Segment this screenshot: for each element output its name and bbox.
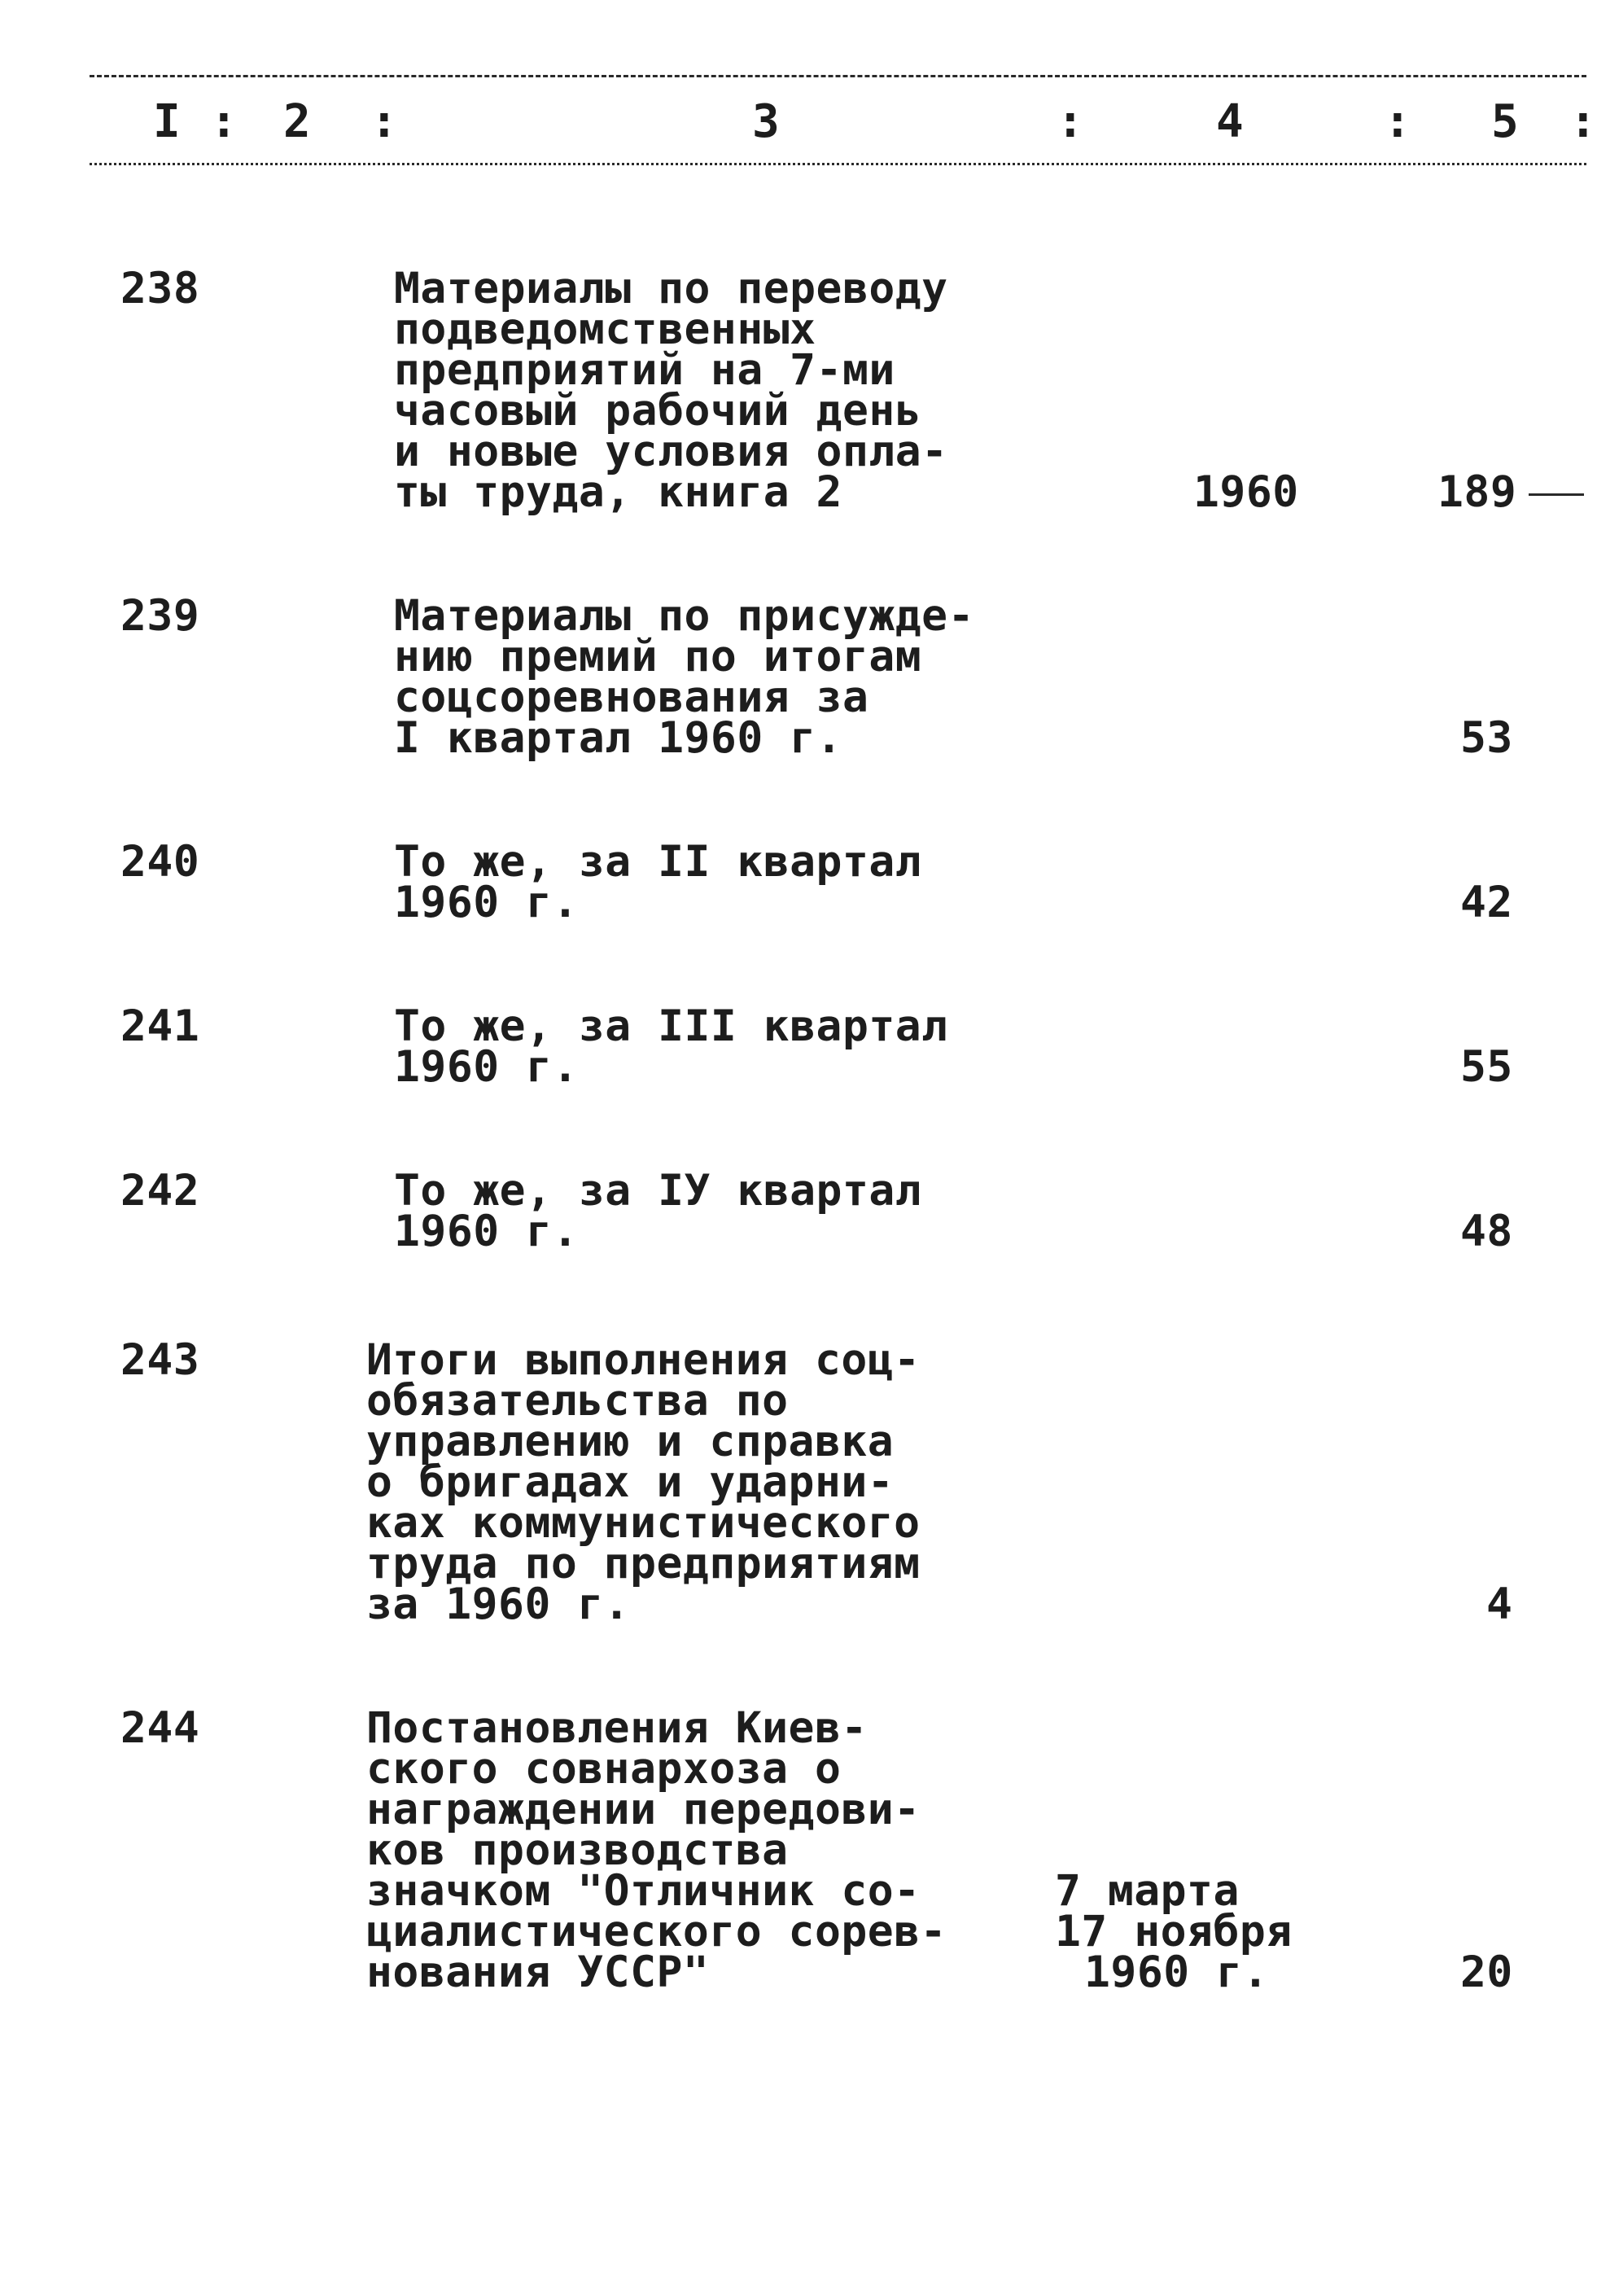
row-243-sheets: 4 (1486, 1580, 1513, 1629)
row-241-desc-line-1: То же, за III квартал (394, 1001, 948, 1051)
row-244-desc-line-2: ского совнархоза о (366, 1744, 842, 1794)
row-243-desc-line-3: управлению и справка (366, 1417, 895, 1466)
header-top-rule (90, 75, 1586, 77)
header-col-2: 2 (283, 95, 311, 148)
row-244-desc-line-3: награждении передови- (366, 1785, 921, 1834)
row-239-desc-line-4: I квартал 1960 г. (394, 713, 842, 763)
header-sep-2: : (370, 95, 398, 148)
header-sep-1: : (210, 95, 238, 148)
row-238-desc-line-3: предприятий на 7-ми (394, 345, 895, 395)
header-bottom-rule (90, 163, 1586, 165)
header-col-4: 4 (1216, 95, 1244, 148)
row-238-sheets: 189 (1437, 467, 1517, 517)
row-243-desc-line-6: труда по предприятиям (366, 1539, 921, 1588)
header-sep-3: : (1057, 95, 1084, 148)
row-243-desc-line-2: обязательства по (366, 1376, 789, 1426)
row-240-number: 240 (120, 837, 200, 887)
row-244-desc-line-5: значком "Отличник со- (366, 1866, 921, 1916)
row-239-number: 239 (120, 591, 200, 641)
row-238-desc-line-1: Материалы по переводу (394, 264, 948, 313)
row-244-desc-line-7: нования УССР" (366, 1948, 710, 1997)
row-239-sheets: 53 (1460, 713, 1513, 763)
row-243-number: 243 (120, 1335, 200, 1385)
row-239-desc-line-1: Материалы по присужде- (394, 591, 974, 641)
row-241-number: 241 (120, 1001, 200, 1051)
row-238-date: 1960 (1193, 467, 1299, 517)
row-238-desc-line-2: подведомственных (394, 305, 816, 354)
row-241-desc-line-2: 1960 г. (394, 1042, 579, 1092)
row-240-sheets: 42 (1460, 878, 1513, 927)
header-sep-4: : (1384, 95, 1411, 148)
row-238-margin-dash (1529, 493, 1584, 496)
row-242-desc-line-1: То же, за IУ квартал (394, 1166, 922, 1216)
row-243-desc-line-5: ках коммунистического (366, 1498, 921, 1548)
row-239-desc-line-3: соцсоревнования за (394, 673, 869, 722)
row-243-desc-line-1: Итоги выполнения соц- (366, 1335, 921, 1385)
header-col-3: 3 (752, 95, 780, 148)
row-244-sheets: 20 (1460, 1948, 1513, 1997)
header-sep-5: : (1569, 95, 1597, 148)
row-244-desc-line-1: Постановления Киев- (366, 1703, 868, 1753)
row-242-number: 242 (120, 1166, 200, 1216)
row-243-desc-line-7: за 1960 г. (366, 1580, 631, 1629)
row-242-sheets: 48 (1460, 1207, 1513, 1256)
row-238-desc-line-5: и новые условия опла- (394, 427, 948, 476)
row-241-sheets: 55 (1460, 1042, 1513, 1092)
row-240-desc-line-1: То же, за II квартал (394, 837, 922, 887)
row-238-desc-line-4: часовый рабочий день (394, 386, 922, 436)
row-244-date-line-2: 17 ноября (1055, 1907, 1293, 1956)
row-244-date-line-1: 7 марта (1055, 1866, 1240, 1916)
row-244-number: 244 (120, 1703, 200, 1753)
row-243-desc-line-4: о бригадах и ударни- (366, 1457, 895, 1507)
row-244-date-line-3: 1960 г. (1084, 1948, 1269, 1997)
row-244-desc-line-4: ков производства (366, 1825, 789, 1875)
header-col-5: 5 (1491, 95, 1519, 148)
header-col-1: I (153, 95, 181, 148)
row-244-desc-line-6: циалистического сорев- (366, 1907, 947, 1956)
row-238-number: 238 (120, 264, 200, 313)
row-242-desc-line-2: 1960 г. (394, 1207, 579, 1256)
row-240-desc-line-2: 1960 г. (394, 878, 579, 927)
row-238-desc-line-6: ты труда, книга 2 (394, 467, 842, 517)
row-239-desc-line-2: нию премий по итогам (394, 632, 922, 681)
